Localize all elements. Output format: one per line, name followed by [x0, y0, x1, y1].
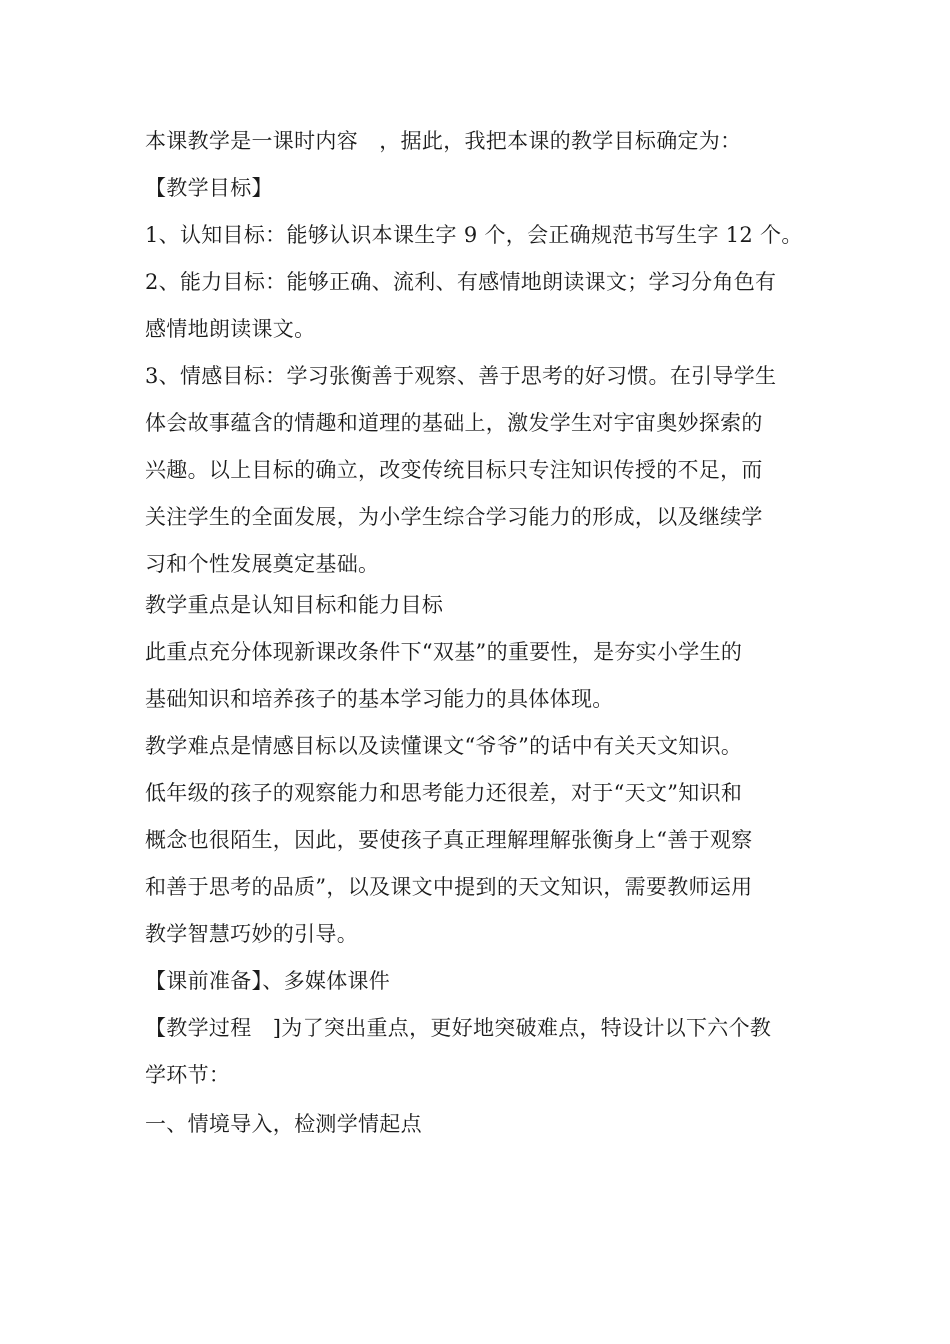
teaching-process-line-2: 学环节：	[145, 1063, 231, 1087]
key-points-heading: 教学重点是认知目标和能力目标	[145, 593, 444, 617]
intro-paragraph-line: 本课教学是一课时内容 ，据此，我把本课的教学目标确定为：	[145, 129, 742, 153]
key-points-line-1: 此重点充分体现新课改条件下“双基”的重要性，是夯实小学生的	[145, 640, 743, 664]
teaching-process-line-1: 【教学过程 ]为了突出重点，更好地突破难点，特设计以下六个教	[145, 1016, 772, 1040]
goal-2-line-1: 2、能力目标：能够正确、流利、有感情地朗读课文；学习分角色有	[145, 270, 777, 294]
difficult-points-line-1: 低年级的孩子的观察能力和思考能力还很差，对于“天文”知识和	[145, 781, 743, 805]
document-body	[145, 131, 810, 1135]
preparation-line: 【课前准备】、多媒体课件	[145, 969, 391, 993]
goal-3-line-1: 3、情感目标：学习张衡善于观察、善于思考的好习惯。在引导学生	[145, 364, 777, 388]
section-heading-teaching-goals: 【教学目标】	[145, 176, 273, 200]
goal-3-line-4: 关注学生的全面发展，为小学生综合学习能力的形成，以及继续学	[145, 505, 763, 529]
goal-3-line-5: 习和个性发展奠定基础。	[145, 552, 380, 576]
difficult-points-line-4: 教学智慧巧妙的引导。	[145, 922, 358, 946]
difficult-points-line-3: 和善于思考的品质”，以及课文中提到的天文知识，需要教师运用	[145, 875, 753, 899]
difficult-points-line-2: 概念也很陌生，因此，要使孩子真正理解理解张衡身上“善于观察	[145, 828, 753, 852]
goal-1-line: 1、认知目标：能够认识本课生字 9 个，会正确规范书写生字 12 个。	[145, 223, 803, 247]
goal-2-line-2: 感情地朗读课文。	[145, 317, 316, 341]
difficult-points-heading: 教学难点是情感目标以及读懂课文“爷爷”的话中有关天文知识。	[145, 734, 743, 758]
goal-3-line-2: 体会故事蕴含的情趣和道理的基础上，激发学生对宇宙奥妙探索的	[145, 411, 763, 435]
key-points-line-2: 基础知识和培养孩子的基本学习能力的具体体现。	[145, 687, 614, 711]
step-1-heading: 一、情境导入，检测学情起点	[145, 1112, 422, 1136]
goal-3-line-3: 兴趣。以上目标的确立，改变传统目标只专注知识传授的不足，而	[145, 458, 763, 482]
